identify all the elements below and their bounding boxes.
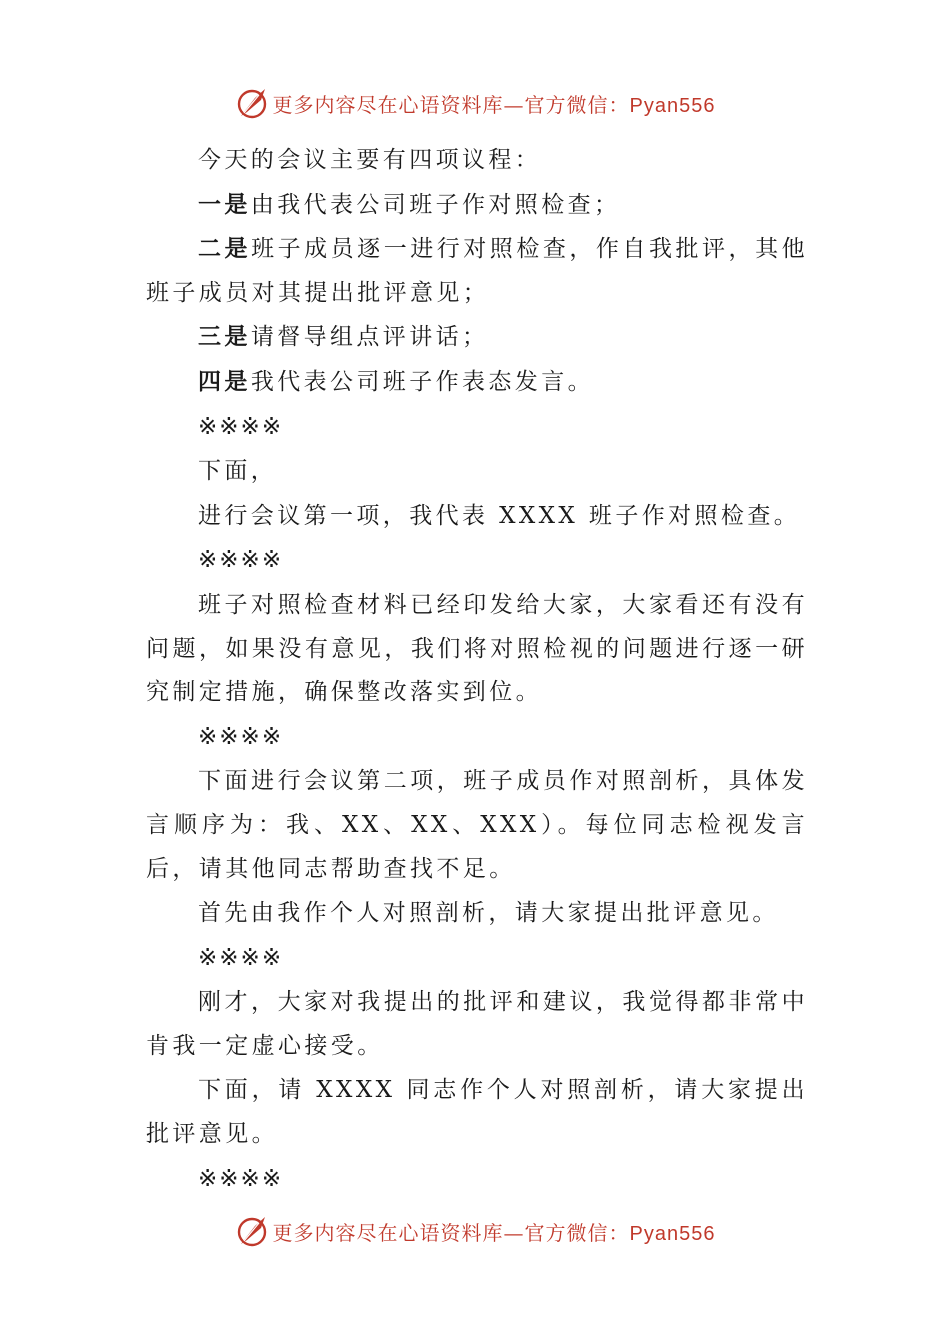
quill-logo-icon [235, 86, 269, 120]
footer-banner [0, 1211, 950, 1251]
separator-marks [146, 1157, 808, 1202]
separator-marks [146, 538, 808, 583]
header-banner [0, 83, 950, 123]
paragraph-lead: 三是 [198, 323, 251, 351]
header-brand-text [273, 89, 716, 118]
paragraph-text: ※※※※ [198, 723, 284, 750]
footer-brand-text [273, 1217, 716, 1246]
paragraph-text: ※※※※ [198, 1165, 284, 1192]
paragraph-text: ※※※※ [198, 413, 284, 440]
paragraph [146, 138, 808, 183]
quill-logo-icon [235, 1214, 269, 1248]
paragraph-lead: 二是 [198, 235, 252, 263]
paragraph-text: 我代表公司班子作表态发言。 [250, 368, 595, 395]
paragraph-text: 由我代表公司班子作对照检查； [250, 191, 621, 218]
paragraph [146, 891, 808, 936]
paragraph [146, 759, 808, 891]
paragraph-text: ※※※※ [198, 944, 284, 971]
paragraph-text: 下面， [198, 458, 278, 485]
header-wechat-id: Pyan556 [629, 94, 716, 117]
paragraph-text: ※※※※ [198, 547, 284, 574]
paragraph-text: 班子成员逐一进行对照检查，作自我批评，其他班子成员对其提出批评意见； [146, 236, 808, 306]
paragraph-lead: 四是 [198, 367, 251, 395]
paragraph-text: 下面进行会议第二项，班子成员作对照剖析，具体发言顺序为：我、XX、XX、XXX）。每位同志检视发言后，请其他同志帮助查找不足。 [146, 768, 808, 882]
paragraph-text: 下面，请 XXXX 同志作个人对照剖析，请大家提出批评意见。 [146, 1077, 808, 1148]
paragraph-text: 今天的会议主要有四项议程： [198, 147, 542, 173]
separator-marks [146, 936, 808, 981]
paragraph-text: 班子对照检查材料已经印发给大家，大家看还有没有问题，如果没有意见，我们将对照检视的问题进行逐一研究制定措施，确保整改落实到位。 [146, 591, 808, 706]
paragraph [146, 494, 808, 539]
paragraph-lead: 一是 [198, 190, 251, 218]
paragraph-text: 进行会议第一项，我代表 XXXX 班子作对照检查。 [198, 502, 801, 529]
footer-wechat-id: Pyan556 [629, 1222, 716, 1245]
paragraph [146, 583, 808, 715]
paragraph [146, 360, 808, 405]
footer-brand-label: 更多内容尽在心语资料库—官方微信： [272, 1220, 630, 1245]
paragraph-text: 请督导组点评讲话； [250, 324, 489, 351]
header-brand-label: 更多内容尽在心语资料库—官方微信： [272, 92, 630, 117]
paragraph [146, 227, 808, 315]
paragraph [146, 449, 808, 494]
paragraph [146, 980, 808, 1068]
paragraph-text: 首先由我作个人对照剖析，请大家提出批评意见。 [198, 900, 779, 927]
paragraph [146, 315, 808, 360]
separator-marks [146, 715, 808, 760]
paragraph [146, 1068, 808, 1156]
paragraph [146, 183, 808, 228]
document-body [146, 138, 808, 1201]
paragraph-text: 刚才，大家对我提出的批评和建议，我觉得都非常中肯我一定虚心接受。 [146, 989, 808, 1059]
separator-marks [146, 405, 808, 450]
